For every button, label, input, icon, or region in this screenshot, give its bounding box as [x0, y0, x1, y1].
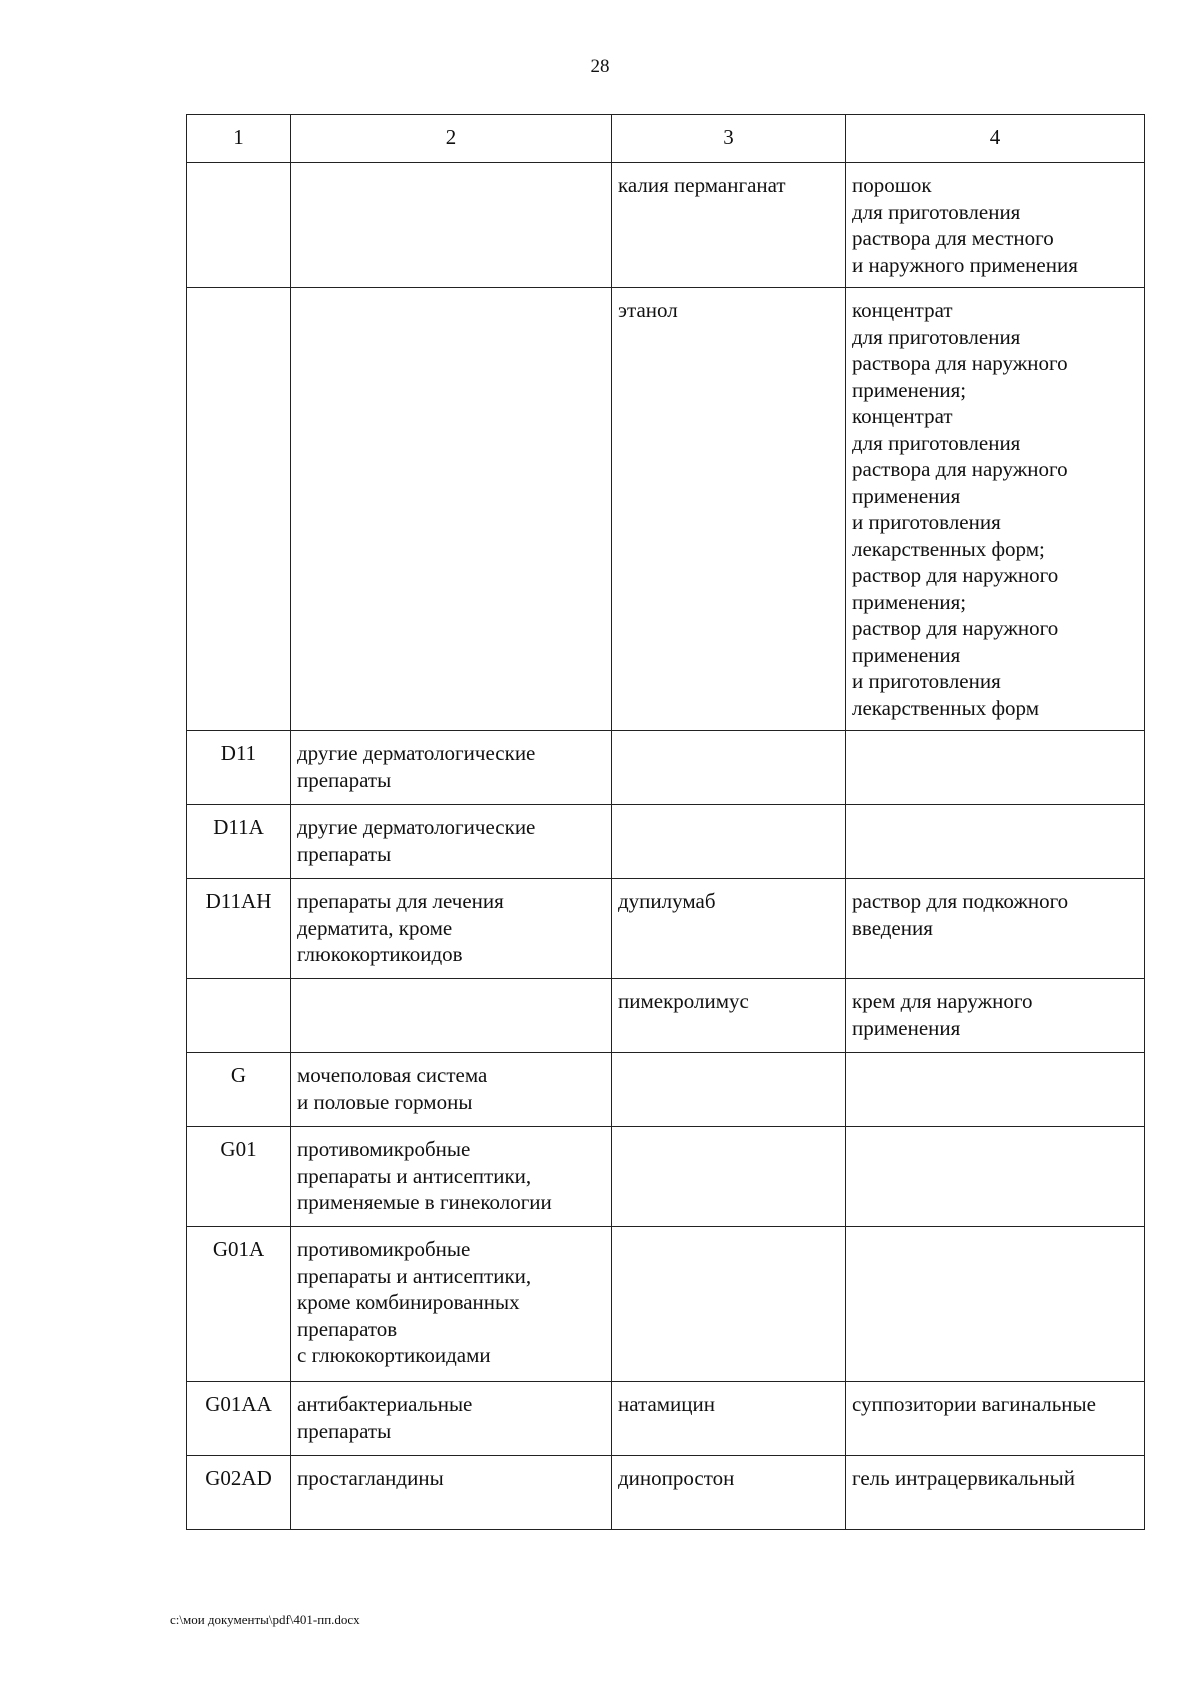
- drug-name-cell: динопростон: [612, 1456, 846, 1530]
- drug-name-cell: натамицин: [612, 1382, 846, 1456]
- drug-classification-table: [186, 114, 1145, 1530]
- table-row: [187, 288, 1145, 731]
- dosage-form-cell: крем для наружного применения: [846, 979, 1145, 1053]
- table-row: [187, 805, 1145, 879]
- group-name-cell: [291, 163, 612, 288]
- drug-name-cell: [612, 1227, 846, 1382]
- group-name-cell: антибактериальные препараты: [291, 1382, 612, 1456]
- atc-code-cell: [187, 163, 291, 288]
- dosage-form-cell: [846, 1227, 1145, 1382]
- drug-name-cell: дупилумаб: [612, 879, 846, 979]
- group-name-cell: [291, 288, 612, 731]
- drug-name-cell: [612, 805, 846, 879]
- dosage-form-cell: концентрат для приготовления раствора для наружного применения; концентрат для приготовления раствора для наружного применения и приготовления лекарственных форм; раствор для наружного применения; раствор для наружного применения и приготовления лекарственных форм: [846, 288, 1145, 731]
- atc-code-cell: D11AH: [187, 879, 291, 979]
- table-row: [187, 1456, 1145, 1530]
- page-number: 28: [590, 56, 610, 77]
- column-header-4: 4: [846, 115, 1145, 163]
- group-name-cell: [291, 979, 612, 1053]
- atc-code-cell: G01A: [187, 1227, 291, 1382]
- column-header-2: 2: [291, 115, 612, 163]
- drug-name-cell: [612, 1053, 846, 1127]
- group-name-cell: противомикробные препараты и антисептики, применяемые в гинекологии: [291, 1127, 612, 1227]
- drug-name-cell: пимекролимус: [612, 979, 846, 1053]
- column-header-3: 3: [612, 115, 846, 163]
- column-header-1: 1: [187, 115, 291, 163]
- table-row: [187, 1053, 1145, 1127]
- table-row: [187, 163, 1145, 288]
- table-row: [187, 731, 1145, 805]
- table-row: [187, 1127, 1145, 1227]
- group-name-cell: препараты для лечения дерматита, кроме глюкокортикоидов: [291, 879, 612, 979]
- atc-code-cell: G01AA: [187, 1382, 291, 1456]
- atc-code-cell: G02AD: [187, 1456, 291, 1530]
- table-header-row: [187, 115, 1145, 163]
- atc-code-cell: G01: [187, 1127, 291, 1227]
- drug-name-cell: этанол: [612, 288, 846, 731]
- dosage-form-cell: [846, 731, 1145, 805]
- dosage-form-cell: суппозитории вагинальные: [846, 1382, 1145, 1456]
- drug-name-cell: калия перманганат: [612, 163, 846, 288]
- group-name-cell: другие дерматологические препараты: [291, 805, 612, 879]
- group-name-cell: противомикробные препараты и антисептики, кроме комбинированных препаратов с глюкокортикоидами: [291, 1227, 612, 1382]
- group-name-cell: другие дерматологические препараты: [291, 731, 612, 805]
- table-row: [187, 1382, 1145, 1456]
- table-row: [187, 1227, 1145, 1382]
- dosage-form-cell: гель интрацервикальный: [846, 1456, 1145, 1530]
- dosage-form-cell: порошок для приготовления раствора для местного и наружного применения: [846, 163, 1145, 288]
- atc-code-cell: G: [187, 1053, 291, 1127]
- table-row: [187, 979, 1145, 1053]
- dosage-form-cell: [846, 1053, 1145, 1127]
- atc-code-cell: D11: [187, 731, 291, 805]
- dosage-form-cell: [846, 1127, 1145, 1227]
- group-name-cell: простагландины: [291, 1456, 612, 1530]
- dosage-form-cell: раствор для подкожного введения: [846, 879, 1145, 979]
- atc-code-cell: [187, 979, 291, 1053]
- file-path-footer: c:\мои документы\pdf\401-пп.docx: [170, 1612, 360, 1627]
- drug-name-cell: [612, 731, 846, 805]
- dosage-form-cell: [846, 805, 1145, 879]
- atc-code-cell: D11A: [187, 805, 291, 879]
- atc-code-cell: [187, 288, 291, 731]
- table-row: [187, 879, 1145, 979]
- group-name-cell: мочеполовая система и половые гормоны: [291, 1053, 612, 1127]
- drug-name-cell: [612, 1127, 846, 1227]
